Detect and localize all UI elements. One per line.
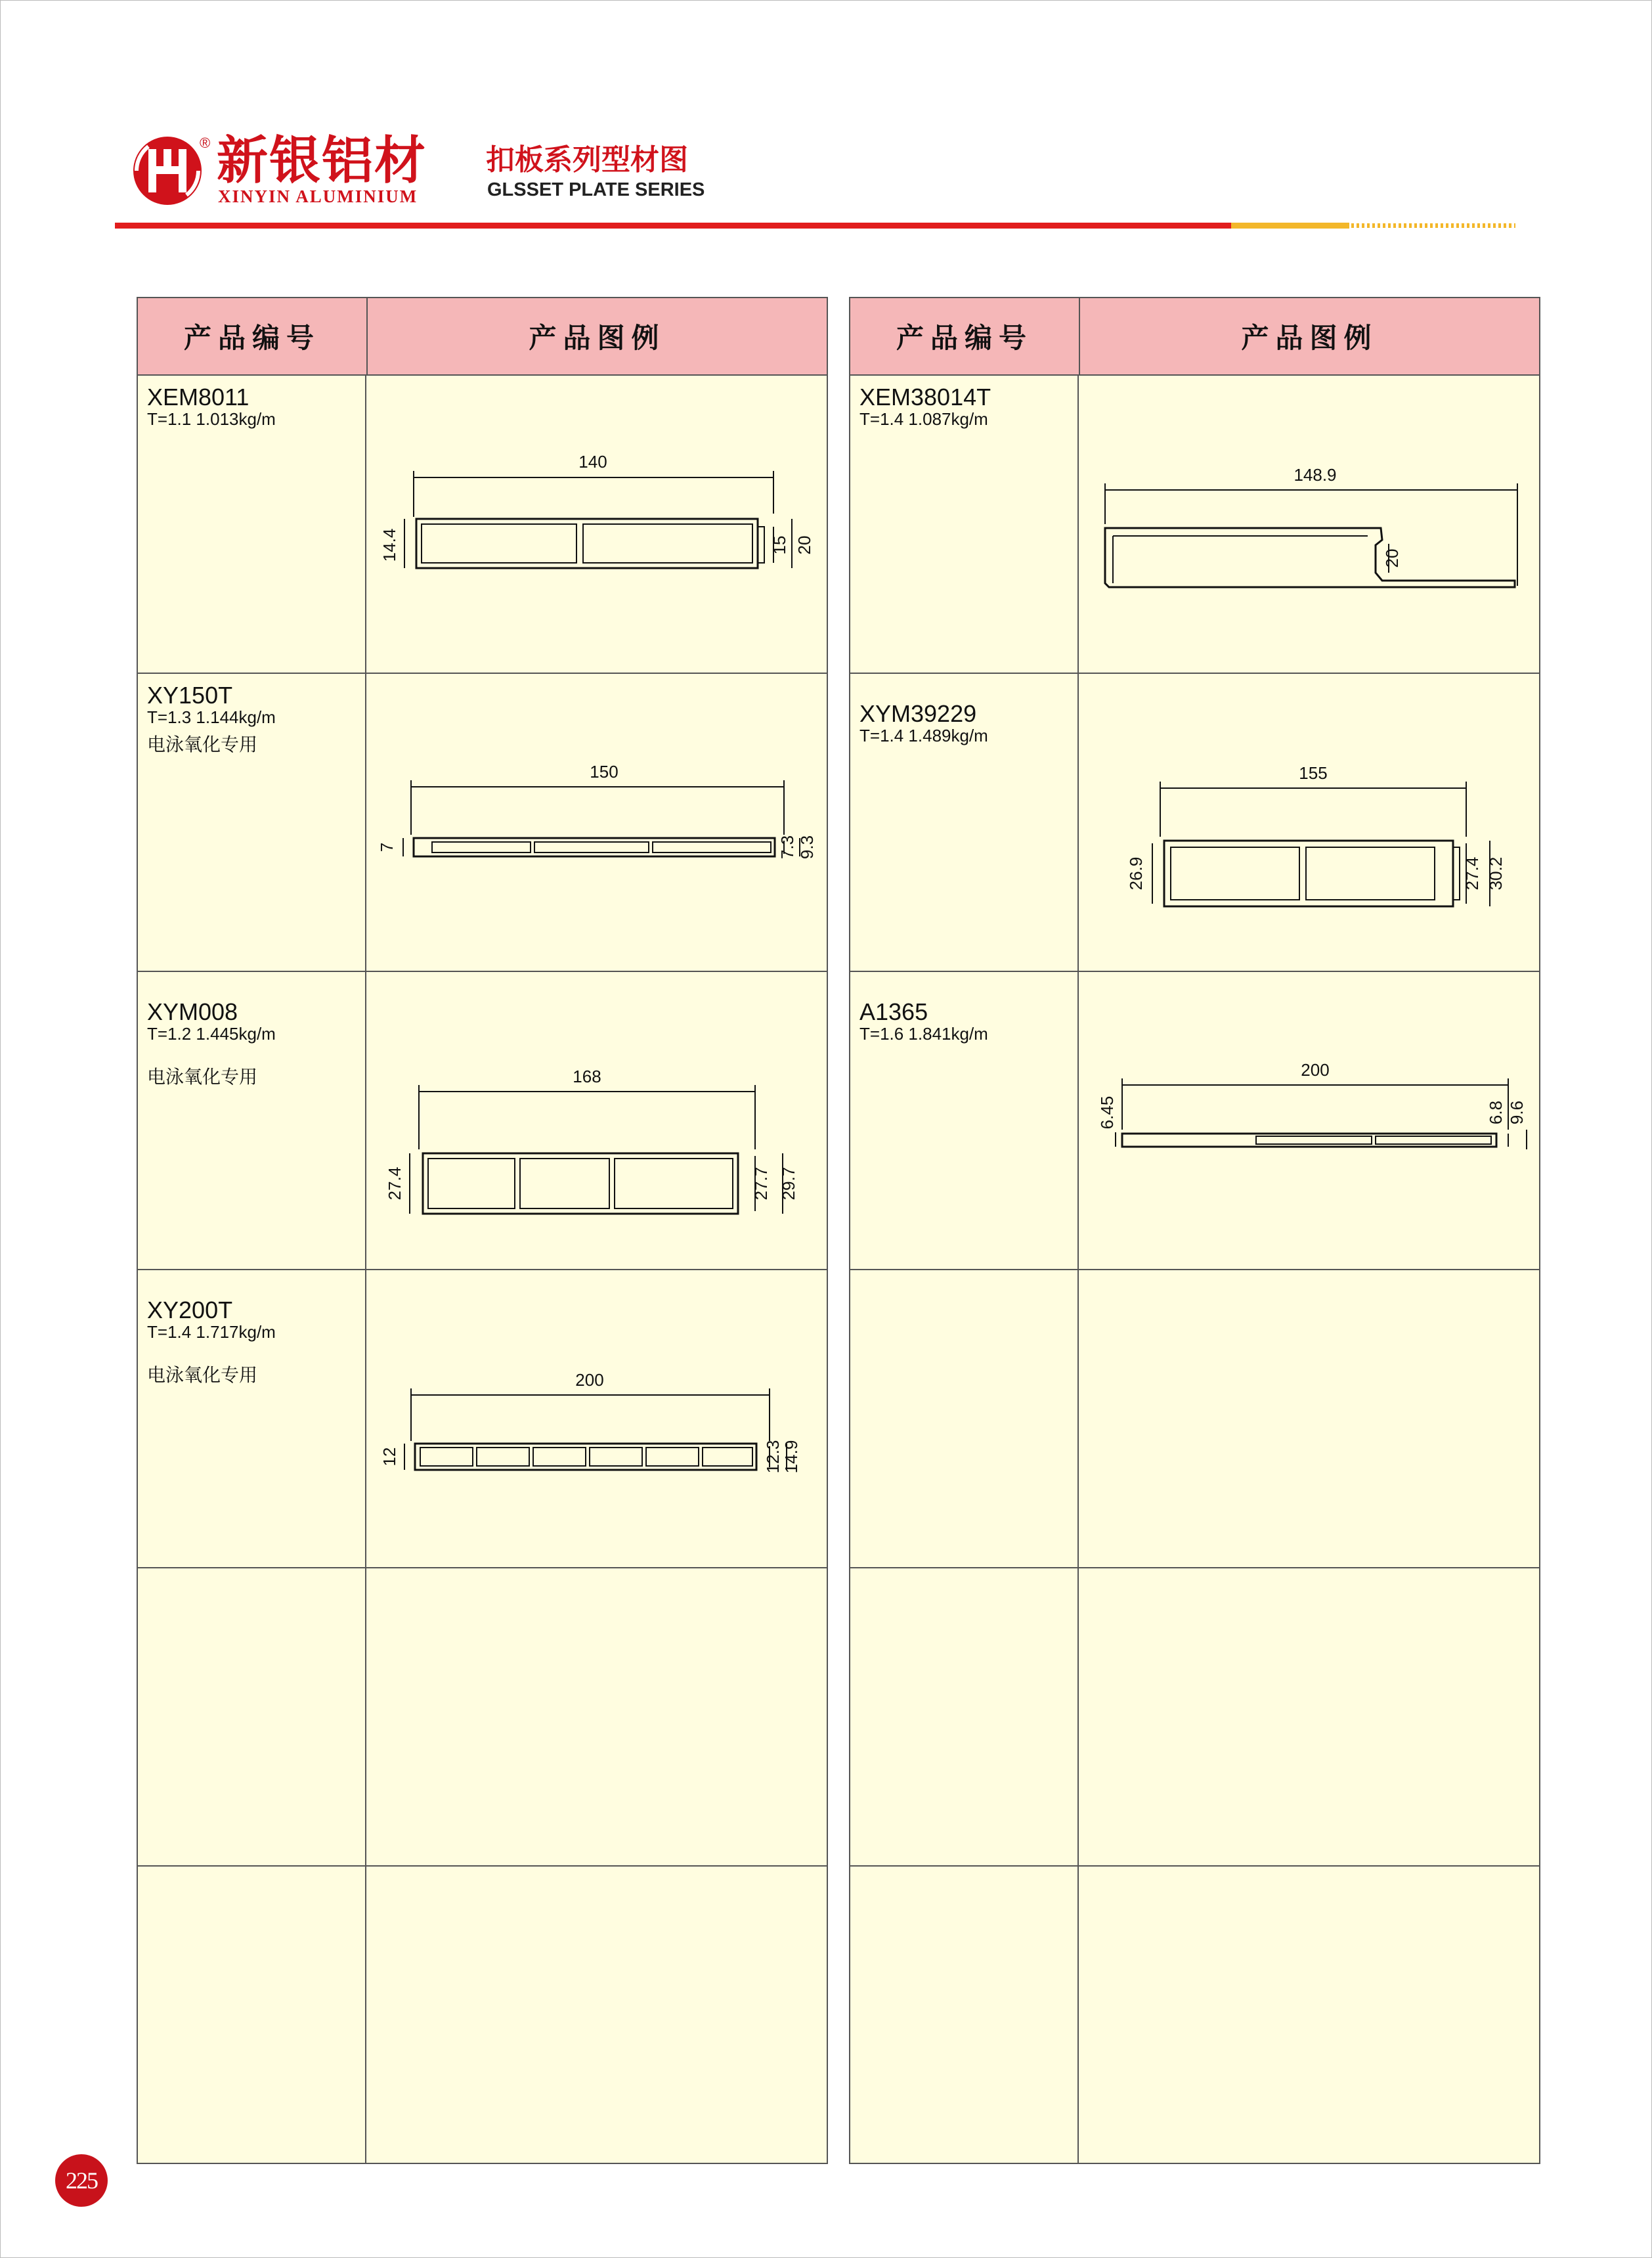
product-spec: T=1.4 1.489kg/m — [859, 725, 988, 745]
product-code: XEM38014T — [859, 384, 991, 410]
product-figure — [1079, 1867, 1539, 2163]
table-row-empty — [850, 1867, 1539, 2163]
profile-drawing-xym008 — [366, 972, 826, 1269]
dim-height-right: 20 — [1382, 548, 1402, 568]
dim-height-right: 9.3 — [797, 835, 817, 860]
table-row — [850, 376, 1539, 674]
table-row-empty — [850, 1568, 1539, 1867]
dim-width: 200 — [575, 1370, 604, 1390]
dim-width: 168 — [573, 1067, 601, 1086]
profile-drawing-xy200t — [366, 1270, 826, 1567]
product-spec: T=1.4 1.087kg/m — [859, 409, 988, 429]
product-info — [850, 972, 1079, 1269]
dim-height-right: 30.2 — [1486, 856, 1506, 891]
product-code: XEM8011 — [147, 384, 250, 410]
profile-drawing-xy150t — [366, 674, 826, 971]
product-figure — [1079, 1568, 1539, 1865]
table-row — [850, 972, 1539, 1270]
product-code: XYM39229 — [859, 700, 977, 727]
header-rule-dots — [1351, 223, 1515, 228]
dim-height-inner: 27.7 — [751, 1166, 771, 1201]
profile-drawing-xem38014t — [1079, 376, 1538, 673]
brand-name-cn: 新银铝材 — [217, 131, 427, 190]
product-figure — [366, 1270, 827, 1567]
product-code: A1365 — [859, 998, 928, 1025]
product-info — [850, 1568, 1079, 1865]
product-info — [138, 1568, 366, 1865]
header-rule-red — [115, 223, 1231, 229]
dim-width: 148.9 — [1293, 465, 1337, 485]
product-info — [138, 1867, 366, 2163]
series-title-en: GLSSET PLATE SERIES — [487, 179, 705, 200]
product-figure — [366, 1867, 827, 2163]
dim-height-right: 20 — [794, 535, 814, 555]
product-spec: T=1.4 1.717kg/m — [147, 1321, 276, 1342]
product-note: 电泳氧化专用 — [147, 1066, 258, 1088]
table-row-empty — [850, 1270, 1539, 1568]
table-row — [850, 674, 1539, 972]
product-info — [138, 674, 366, 971]
product-code: XY200T — [147, 1296, 233, 1323]
product-info — [138, 972, 366, 1269]
product-spec: T=1.1 1.013kg/m — [147, 409, 276, 429]
product-figure — [366, 972, 827, 1269]
product-info — [850, 1867, 1079, 2163]
header-rule-yellow — [1231, 223, 1349, 229]
profile-drawing-xem8011 — [366, 376, 826, 673]
product-table-left — [137, 297, 828, 2164]
product-figure — [1079, 376, 1539, 673]
table-header — [850, 298, 1539, 376]
dim-width: 140 — [578, 452, 607, 472]
product-spec: T=1.3 1.144kg/m — [147, 707, 276, 727]
product-code: XYM008 — [147, 998, 238, 1025]
product-spec: T=1.6 1.841kg/m — [859, 1023, 988, 1044]
page-number: 225 — [55, 2154, 108, 2207]
table-row — [138, 972, 827, 1270]
dim-height-right: 14.9 — [781, 1440, 801, 1474]
product-figure — [366, 1568, 827, 1865]
product-figure — [366, 376, 827, 673]
product-note: 电泳氧化专用 — [147, 734, 258, 756]
table-row — [138, 376, 827, 674]
dim-height-left: 12 — [380, 1447, 399, 1467]
product-info — [850, 376, 1079, 673]
series-title-cn: 扣板系列型材图 — [486, 143, 688, 177]
dim-height-inner: 27.4 — [1462, 856, 1482, 891]
product-table-right — [849, 297, 1540, 2164]
dim-height-inner: 6.8 — [1486, 1100, 1506, 1125]
product-info — [138, 1270, 366, 1567]
dim-height-left: 27.4 — [385, 1166, 404, 1201]
dim-width: 155 — [1299, 763, 1328, 783]
product-figure — [1079, 1270, 1539, 1567]
product-spec: T=1.2 1.445kg/m — [147, 1023, 276, 1044]
table-header — [138, 298, 827, 376]
dim-height-inner: 12.3 — [763, 1440, 783, 1474]
dim-height-left: 7 — [377, 842, 397, 852]
product-note: 电泳氧化专用 — [147, 1364, 258, 1386]
product-info — [138, 376, 366, 673]
dim-height-inner: 15 — [770, 535, 789, 555]
header-product-code: 产品编号 — [138, 298, 368, 374]
dim-height-left: 14.4 — [380, 528, 399, 562]
table-row-empty — [138, 1867, 827, 2163]
dim-height-left: 26.9 — [1126, 856, 1146, 891]
product-figure — [366, 674, 827, 971]
dim-width: 200 — [1301, 1060, 1330, 1080]
table-row — [138, 1270, 827, 1568]
product-info — [850, 1270, 1079, 1567]
product-info — [850, 674, 1079, 971]
table-row-empty — [138, 1568, 827, 1867]
dim-height-right: 29.7 — [779, 1166, 798, 1201]
product-figure — [1079, 674, 1539, 971]
profile-drawing-a1365 — [1079, 972, 1538, 1269]
dim-height-right: 9.6 — [1507, 1100, 1527, 1125]
dim-height-inner: 7.3 — [777, 835, 797, 860]
header-product-figure: 产品图例 — [1241, 322, 1378, 354]
header-product-figure: 产品图例 — [529, 322, 666, 354]
product-figure — [1079, 972, 1539, 1269]
brand-logo-icon — [131, 135, 204, 207]
header-product-code: 产品编号 — [850, 298, 1080, 374]
dim-width: 150 — [590, 762, 619, 782]
brand-name-en: XINYIN ALUMINIUM — [218, 187, 418, 206]
product-code: XY150T — [147, 682, 233, 709]
profile-drawing-xym39229 — [1079, 674, 1538, 971]
registered-mark: ® — [200, 135, 211, 151]
table-row — [138, 674, 827, 972]
dim-height-left: 6.45 — [1097, 1096, 1117, 1130]
